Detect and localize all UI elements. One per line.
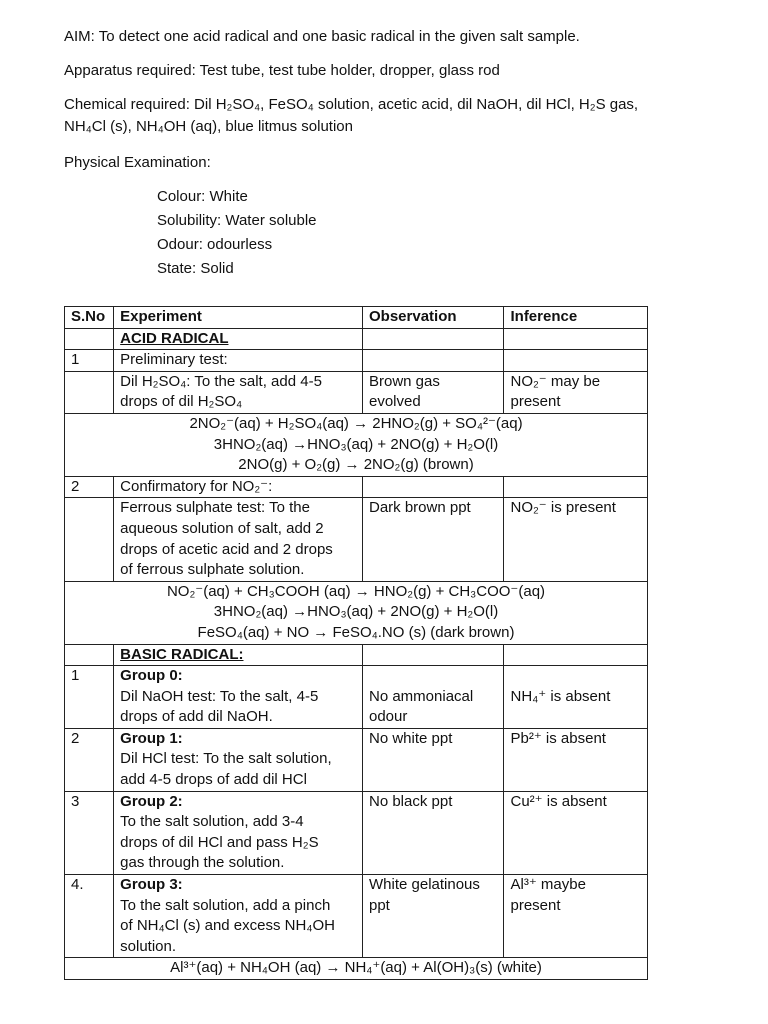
basic-radical-heading: BASIC RADICAL: — [114, 644, 363, 666]
sno-cell: 2 — [65, 728, 114, 791]
table-row — [65, 791, 648, 874]
experiment-cell: Preliminary test: — [114, 350, 363, 372]
observation-cell: Dark brown ppt — [363, 498, 504, 581]
inference-cell: Cu²⁺ is absent — [504, 791, 648, 874]
inference-cell: NH₄⁺ is absent — [504, 666, 648, 729]
physical-exam-heading: Physical Examination: — [64, 154, 211, 171]
header-inference: Inference — [504, 307, 648, 329]
equation-cell: Al³⁺(aq) + NH₄OH (aq) → NH₄⁺(aq) + Al(OH)₃(s) (white) — [65, 958, 648, 980]
state-text: State: Solid — [157, 260, 234, 277]
sno-cell: 4. — [65, 875, 114, 958]
table-header-row — [65, 307, 648, 329]
table-row — [65, 666, 648, 729]
inference-cell: Pb²⁺ is absent — [504, 728, 648, 791]
colour-text: Colour: White — [157, 188, 248, 205]
header-sno: S.No — [65, 307, 114, 329]
solubility-text: Solubility: Water soluble — [157, 212, 317, 229]
experiment-cell: Group 0: Dil NaOH test: To the salt, 4-5 drops of add dil NaOH. — [114, 666, 363, 729]
acid-radical-heading: ACID RADICAL — [114, 328, 363, 350]
equation-row — [65, 958, 648, 980]
observation-cell: No black ppt — [363, 791, 504, 874]
table-row — [65, 875, 648, 958]
experiment-cell: Group 2: To the salt solution, add 3-4 drops of dil HCl and pass H₂S gas through the solution. — [114, 791, 363, 874]
table-row — [65, 350, 648, 372]
sno-cell: 3 — [65, 791, 114, 874]
aim-text: AIM: To detect one acid radical and one basic radical in the given salt sample. — [64, 28, 580, 45]
apparatus-text: Apparatus required: Test tube, test tube holder, dropper, glass rod — [64, 62, 500, 79]
equation-row — [65, 581, 648, 644]
equation-cell: NO₂⁻(aq) + CH₃COOH (aq) → HNO₂(g) + CH₃COO⁻(aq) 3HNO₂(aq) →HNO₃(aq) + 2NO(g) + H₂O(l) FeSO₄(aq) + NO → FeSO₄.NO (s) (dark brown) — [65, 581, 648, 644]
chemicals-text — [64, 94, 704, 138]
table-row — [65, 328, 648, 350]
experiment-cell: Group 1: Dil HCl test: To the salt solution, add 4-5 drops of add dil HCl — [114, 728, 363, 791]
chemicals-line-2: NH₄Cl (s), NH₄OH (aq), blue litmus solution — [64, 118, 353, 135]
sno-cell: 2 — [65, 476, 114, 498]
experiment-cell: Confirmatory for NO₂⁻: — [114, 476, 363, 498]
observation-cell: White gelatinous ppt — [363, 875, 504, 958]
observation-cell: No ammoniacal odour — [363, 666, 504, 729]
table-row — [65, 498, 648, 581]
sno-cell: 1 — [65, 350, 114, 372]
table-row — [65, 371, 648, 413]
inference-cell: NO₂⁻ may be present — [504, 371, 648, 413]
sno-cell: 1 — [65, 666, 114, 729]
table-row — [65, 644, 648, 666]
experiment-cell: Group 3: To the salt solution, add a pinch of NH₄Cl (s) and excess NH₄OH solution. — [114, 875, 363, 958]
observation-cell: No white ppt — [363, 728, 504, 791]
experiment-cell: Dil H₂SO₄: To the salt, add 4-5 drops of dil H₂SO₄ — [114, 371, 363, 413]
chemicals-line-1: Chemical required: Dil H₂SO₄, FeSO₄ solution, acetic acid, dil NaOH, dil HCl, H₂S gas, — [64, 96, 639, 113]
header-experiment: Experiment — [114, 307, 363, 329]
equation-cell: 2NO₂⁻(aq) + H₂SO₄(aq) → 2HNO₂(g) + SO₄²⁻(aq) 3HNO₂(aq) →HNO₃(aq) + 2NO(g) + H₂O(l) 2NO(g) + O₂(g) → 2NO₂(g) (brown) — [65, 413, 648, 476]
odour-text: Odour: odourless — [157, 236, 273, 253]
experiment-table — [64, 306, 648, 980]
table-row — [65, 476, 648, 498]
equation-row — [65, 413, 648, 476]
header-observation: Observation — [363, 307, 504, 329]
inference-cell: Al³⁺ maybe present — [504, 875, 648, 958]
inference-cell: NO₂⁻ is present — [504, 498, 648, 581]
table-row — [65, 728, 648, 791]
observation-cell: Brown gas evolved — [363, 371, 504, 413]
experiment-cell: Ferrous sulphate test: To the aqueous solution of salt, add 2 drops of acetic acid and 2 drops of ferrous sulphate solution. — [114, 498, 363, 581]
